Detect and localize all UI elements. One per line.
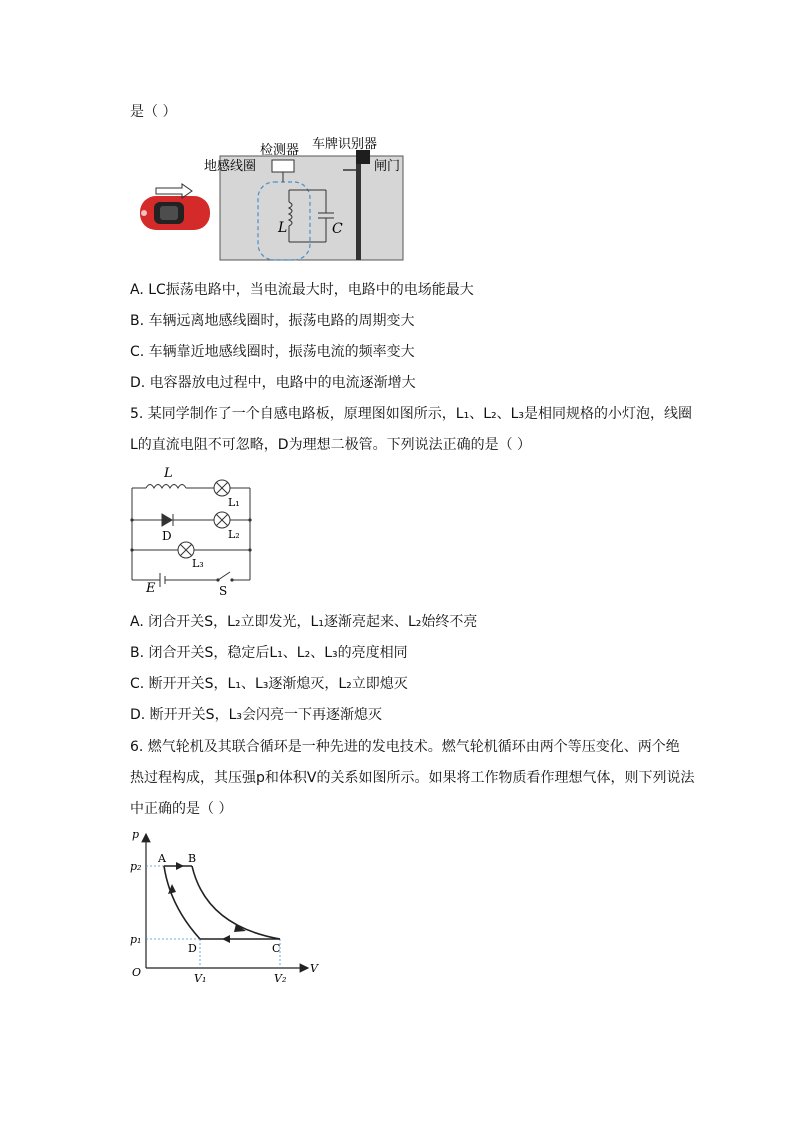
q4-figure — [134, 132, 414, 271]
q5-option-c: C. 断开开关S，L₁、L₃逐渐熄灭，L₂立即熄灭 — [130, 676, 408, 692]
q5-label-L2: L₂ — [228, 528, 240, 541]
q5-label-L1: L₁ — [228, 496, 240, 509]
detector-box — [272, 160, 294, 172]
point-a-label: A — [158, 852, 166, 865]
axis-label-p: p — [132, 828, 140, 841]
q4-label-L: L — [278, 220, 288, 236]
q4-label-C: C — [332, 221, 343, 237]
tick-p1: p₁ — [130, 933, 142, 946]
gate-post — [356, 162, 361, 260]
q5-option-b: B. 闭合开关S，稳定后L₁、L₂、L₃的亮度相同 — [130, 645, 408, 661]
q6-stem-line-2: 热过程构成，其压强p和体积V的关系如图所示。如果将工作物质看作理想气体，则下列说法 — [130, 770, 695, 786]
point-c-label: C — [272, 942, 281, 955]
q5-label-E: E — [146, 581, 156, 596]
q5-stem-line-1: 5. 某同学制作了一个自感电路板，原理图如图所示，L₁、L₂、L₃是相同规格的小灯泡，线圈 — [130, 406, 693, 422]
q4-option-c: C. 车辆靠近地感线圈时，振荡电流的频率变大 — [130, 344, 415, 360]
plate-reader-icon — [356, 150, 370, 164]
switch-icon — [218, 572, 230, 580]
q4-label-detector: 检测器 — [260, 143, 300, 158]
q4-option-a: A. LC振荡电路中，当电流最大时，电路中的电场能最大 — [130, 282, 474, 298]
q4-option-d: D. 电容器放电过程中，电路中的电流逐渐增大 — [130, 375, 416, 391]
tick-v2: V₂ — [274, 972, 287, 985]
inductor-coil — [146, 485, 186, 489]
q6-stem-line-1: 6. 燃气轮机及其联合循环是一种先进的发电技术。燃气轮机循环由两个等压变化、两个绝 — [130, 739, 680, 755]
origin-label: O — [132, 966, 142, 979]
q5-option-a: A. 闭合开关S，L₂立即发光，L₁逐渐亮起来、L₂始终不亮 — [130, 614, 478, 630]
q4-label-gate: 闸门 — [374, 159, 401, 174]
q5-label-L3: L₃ — [192, 557, 204, 570]
q5-option-d: D. 断开开关S，L₃会闪亮一下再逐渐熄灭 — [130, 707, 382, 723]
q5-figure — [126, 464, 266, 604]
axis-label-v: V — [310, 962, 318, 975]
q4-option-b: B. 车辆远离地感线圈时，振荡电路的周期变大 — [130, 313, 415, 329]
pv-cycle — [164, 866, 280, 939]
direction-arrow-icon — [156, 184, 192, 198]
arrow-cd-icon — [222, 935, 230, 943]
q4-label-plate-reader: 车牌识别器 — [312, 137, 378, 152]
q6-stem-line-3: 中正确的是（ ） — [130, 801, 233, 817]
q5-label-S: S — [219, 584, 228, 598]
tick-v1: V₁ — [194, 972, 207, 985]
q4-label-coil: 地感线圈 — [204, 159, 257, 174]
car-icon — [140, 196, 210, 230]
diode-icon — [162, 514, 172, 526]
q5-stem-line-2: L的直流电阻不可忽略，D为理想二极管。下列说法正确的是（ ） — [130, 437, 532, 453]
point-b-label: B — [188, 852, 197, 865]
q5-label-L: L — [164, 466, 173, 481]
q5-label-D: D — [162, 529, 172, 543]
arrow-ab-icon — [176, 862, 184, 870]
q4-stem-tail: 是（ ） — [130, 104, 177, 120]
q6-figure — [126, 826, 326, 990]
tick-p2: p₂ — [130, 860, 142, 873]
point-d-label: D — [188, 942, 197, 955]
